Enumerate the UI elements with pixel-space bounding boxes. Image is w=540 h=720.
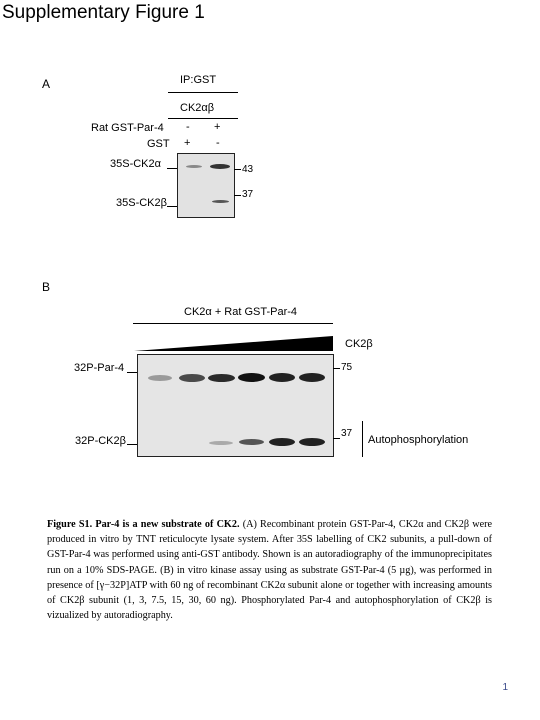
autophos-bracket	[362, 421, 363, 457]
ip-label: IP:GST	[180, 74, 217, 86]
complex-underline	[168, 118, 238, 119]
caption-body: (A) Recombinant protein GST-Par-4, CK2α and CK2β were produced in vitro by TNT reticulocyte lysate system. After 35S labelling of CK2 subunits, a pull-down of GST-Par-4 was performed using anti-GST antibody. Shown is an autoradiography of the immunoprecipitates run on a 10% SDS-PAGE. (B) in vitro kinase assay using as substrate GST-Par-4 (5 µg), was performed in presence of [γ−32P]ATP with 60 ng of recombinant CK2α subunit alone or together with increasing amounts of CK2β subunit (1, 3, 7.5, 15, 30, 60 ng). Phosphorylated Par-4 and autophosphorylation of CK2β is vizualized by autoradiography.	[47, 519, 493, 622]
band-tick	[167, 168, 177, 169]
mw-tick	[333, 438, 340, 439]
figure-caption	[47, 517, 492, 623]
band-par4-lane5	[269, 373, 295, 382]
top-underline	[133, 323, 333, 324]
band-tick	[167, 206, 177, 207]
band-label-ck2b: 32P-CK2β	[75, 435, 126, 447]
band-par4-lane6	[299, 373, 325, 382]
row-sign-lane2: +	[214, 121, 221, 133]
band-ck2a-lane1	[186, 165, 202, 168]
band-ck2b-lane3	[209, 441, 233, 445]
mw-tick	[234, 169, 241, 170]
mw-marker: 43	[242, 164, 254, 175]
mw-marker: 37	[242, 189, 254, 200]
band-label-ck2b: 35S-CK2β	[116, 197, 167, 209]
ck2b-gradient-triangle	[134, 336, 334, 352]
band-tick	[127, 444, 137, 445]
band-ck2b-lane2	[212, 200, 229, 203]
mw-tick	[234, 195, 241, 196]
mw-marker: 37	[341, 428, 353, 439]
band-par4-lane2	[179, 374, 205, 382]
row-sign-lane2: -	[216, 137, 220, 149]
mw-tick	[333, 368, 340, 369]
row-label-gst: GST	[147, 138, 170, 150]
mw-marker: 75	[341, 362, 353, 373]
band-ck2b-lane4	[239, 439, 264, 445]
band-ck2b-lane6	[299, 438, 325, 446]
row-sign-lane1: -	[186, 121, 190, 133]
band-par4-lane4	[238, 373, 265, 382]
band-tick	[127, 372, 137, 373]
band-ck2b-lane5	[269, 438, 295, 446]
row-sign-lane1: +	[184, 137, 191, 149]
page-number: 1	[502, 682, 508, 693]
band-label-par4: 32P-Par-4	[74, 362, 125, 374]
row-label-gst-par4: Rat GST-Par-4	[91, 122, 164, 134]
ip-underline	[168, 92, 238, 93]
band-par4-lane3	[208, 374, 235, 382]
blot-b	[137, 354, 334, 457]
complex-label: CK2αβ	[180, 102, 215, 114]
blot-a	[177, 153, 235, 218]
band-label-ck2a: 35S-CK2α	[110, 158, 161, 170]
gradient-label: CK2β	[345, 338, 373, 350]
panel-b-letter: B	[42, 280, 51, 294]
band-par4-lane1	[148, 375, 172, 381]
top-label: CK2α + Rat GST-Par-4	[184, 306, 298, 318]
panel-a-letter: A	[42, 77, 51, 91]
band-ck2a-lane2	[210, 164, 230, 169]
caption-title: Figure S1. Par-4 is a new substrate of CK2.	[47, 519, 240, 530]
autophos-label: Autophosphorylation	[368, 434, 469, 446]
page-title: Supplementary Figure 1	[2, 2, 205, 23]
